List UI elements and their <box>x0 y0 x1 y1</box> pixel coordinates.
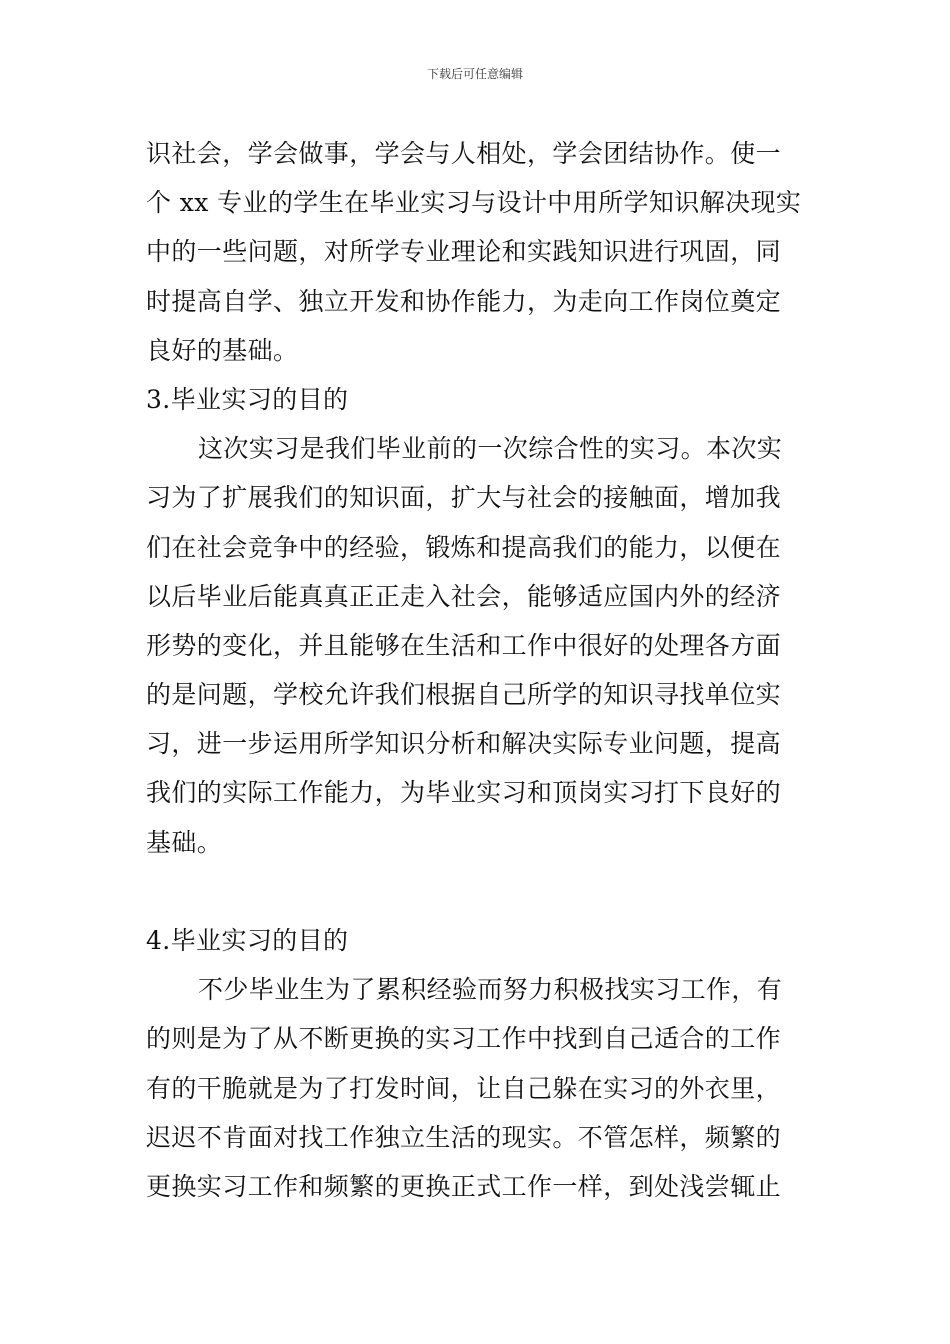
section-heading: 4.毕业实习的目的 <box>146 926 349 955</box>
paragraph-line: 习为了扩展我们的知识面，扩大与社会的接触面，增加我 <box>146 483 782 513</box>
section-heading: 3.毕业实习的目的 <box>146 384 349 414</box>
paragraph-line: 迟迟不肯面对找工作独立生活的现实。不管怎样，频繁的 <box>146 1122 782 1152</box>
page-header: 下载后可任意编辑 <box>426 67 523 81</box>
paragraph-line: 时提高自学、独立开发和协作能力，为走向工作岗位奠定 <box>146 286 782 316</box>
paragraph-line: 形势的变化，并且能够在生活和工作中很好的处理各方面 <box>146 630 782 660</box>
paragraph-line: 基础。 <box>146 827 223 857</box>
paragraph-line: 不少毕业生为了累积经验而努力积极找实习工作，有 <box>198 975 783 1005</box>
paragraph-line: 以后毕业后能真真正正走入社会，能够适应国内外的经济 <box>146 581 782 611</box>
paragraph-line: 良好的基础。 <box>146 335 299 365</box>
paragraph-line: 这次实习是我们毕业前的一次综合性的实习。本次实 <box>198 434 783 464</box>
paragraph-line: 们在社会竞争中的经验，锻炼和提高我们的能力，以便在 <box>146 532 782 562</box>
paragraph-line: 有的干脆就是为了打发时间，让自己躲在实习的外衣里， <box>146 1073 782 1103</box>
paragraph-line: 个 xx 专业的学生在毕业实习与设计中用所学知识解决现实 <box>146 188 802 218</box>
document-body <box>146 129 806 1211</box>
paragraph-line: 我们的实际工作能力，为毕业实习和顶岗实习打下良好的 <box>146 778 782 808</box>
blank-line <box>146 867 806 916</box>
paragraph-line: 习，进一步运用所学知识分析和解决实际专业问题，提高 <box>146 729 782 759</box>
paragraph-line: 更换实习工作和频繁的更换正式工作一样，到处浅尝辄止 <box>146 1171 782 1201</box>
paragraph-line: 识社会，学会做事，学会与人相处，学会团结协作。使一 <box>146 139 782 168</box>
paragraph-line: 中的一些问题，对所学专业理论和实践知识进行巩固，同 <box>146 237 782 267</box>
paragraph-line: 的是问题，学校允许我们根据自己所学的知识寻找单位实 <box>146 680 782 710</box>
paragraph-line: 的则是为了从不断更换的实习工作中找到自己适合的工作 <box>146 1024 782 1054</box>
